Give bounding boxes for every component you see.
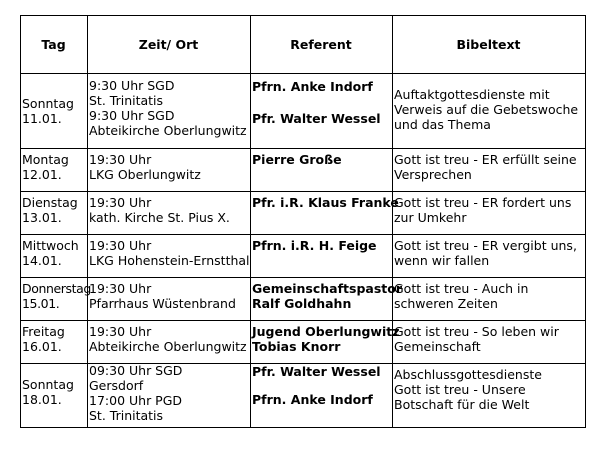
time-place-cell: 19:30 Uhr Abteikirche Oberlungwitz xyxy=(89,324,247,354)
speaker-name: Pfrn. Anke Indorf xyxy=(252,392,373,407)
row-divider xyxy=(20,73,586,74)
bible-text-cell: Auftaktgottesdienste mit Verweis auf die Gebetswoche und das Thema xyxy=(394,87,579,132)
day-cell: Mittwoch 14.01. xyxy=(22,238,79,268)
table-border xyxy=(585,15,586,428)
table-border xyxy=(20,15,21,428)
bible-text-cell: Gott ist treu - Auch in schweren Zeiten xyxy=(394,281,529,311)
bible-text-cell: Gott ist treu - ER fordert uns zur Umkehr xyxy=(394,195,572,225)
day-cell: Montag 12.01. xyxy=(22,152,69,182)
speaker-cell: Gemeinschaftspastor Ralf Goldhahn xyxy=(252,281,403,311)
time-place-cell: 19:30 Uhr kath. Kirche St. Pius X. xyxy=(89,195,230,225)
time-place-cell: 9:30 Uhr SGD St. Trinitatis 9:30 Uhr SGD Abteikirche Oberlungwitz xyxy=(89,78,247,138)
schedule-table xyxy=(20,15,586,428)
header-tag: Tag xyxy=(41,36,66,52)
day-cell: Freitag 16.01. xyxy=(22,324,65,354)
header-bibeltext: Bibeltext xyxy=(456,36,521,52)
row-divider xyxy=(20,191,586,192)
bible-text-cell: Gott ist treu - ER vergibt uns, wenn wir fallen xyxy=(394,238,577,268)
time-place-cell: 19:30 Uhr LKG Hohenstein-Ernstthal xyxy=(89,238,250,268)
bible-text-cell: Gott ist treu - ER erfüllt seine Versprechen xyxy=(394,152,577,182)
day-cell: Dienstag 13.01. xyxy=(22,195,78,225)
column-divider xyxy=(392,15,393,428)
header-zeit-ort: Zeit/ Ort xyxy=(138,36,199,52)
time-place-cell: 09:30 Uhr SGD Gersdorf 17:00 Uhr PGD St. Trinitatis xyxy=(89,363,183,423)
time-place-cell: 19:30 Uhr LKG Oberlungwitz xyxy=(89,152,201,182)
day-cell: Sonntag 18.01. xyxy=(22,377,74,407)
bible-text-cell: Gott ist treu - So leben wir Gemeinschaft xyxy=(394,324,559,354)
day-cell: Donnerstag 15.01. xyxy=(22,281,91,311)
column-divider xyxy=(250,15,251,428)
time-place-cell: 19:30 Uhr Pfarrhaus Wüstenbrand xyxy=(89,281,236,311)
row-divider xyxy=(20,234,586,235)
header-referent: Referent xyxy=(290,36,352,52)
speaker-name: Pfr. Walter Wessel xyxy=(252,111,381,126)
speaker-name: Pfr. i.R. Klaus Franke xyxy=(252,195,399,210)
column-divider xyxy=(87,15,88,428)
speaker-name: Pfrn. Anke Indorf xyxy=(252,79,373,94)
row-divider xyxy=(20,320,586,321)
row-divider xyxy=(20,277,586,278)
speaker-name: Pierre Große xyxy=(252,152,342,167)
row-divider xyxy=(20,148,586,149)
day-cell: Sonntag 11.01. xyxy=(22,96,74,126)
bible-text-cell: Abschlussgottesdienste Gott ist treu - Unsere Botschaft für die Welt xyxy=(394,367,542,412)
speaker-name: Pfr. Walter Wessel xyxy=(252,364,381,379)
speaker-cell: Jugend Oberlungwitz Tobias Knorr xyxy=(252,324,400,354)
table-border xyxy=(20,427,586,428)
speaker-name: Pfrn. i.R. H. Feige xyxy=(252,238,377,253)
